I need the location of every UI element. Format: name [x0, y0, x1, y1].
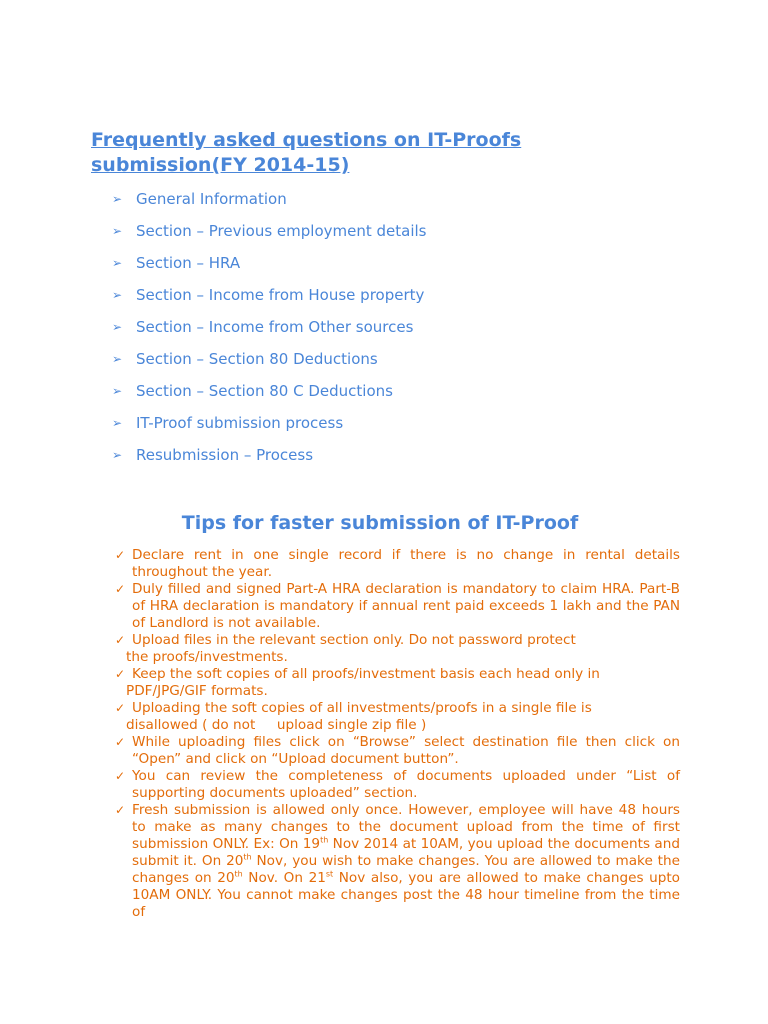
arrow-bullet-icon: ➢: [112, 448, 123, 462]
tip-text: PDF/JPG/GIF formats.: [126, 683, 268, 699]
arrow-bullet-icon: ➢: [112, 192, 123, 206]
tip-text-part: Nov, you wish to make changes. You are allowed to make the changes on 20: [132, 853, 680, 886]
arrow-bullet-icon: ➢: [112, 384, 123, 398]
ordinal-suffix: th: [243, 852, 252, 862]
ordinal-suffix: th: [320, 835, 329, 845]
tip-text: You can review the completeness of documents uploaded under “List of supporting documents uploaded” section.: [132, 768, 680, 801]
list-item[interactable]: [112, 348, 426, 380]
checkmark-icon: ✓: [114, 633, 126, 647]
checkmark-icon: ✓: [114, 582, 126, 596]
tip-item: [108, 632, 680, 649]
toc-link[interactable]: Section – Section 80 Deductions: [136, 350, 378, 368]
checkmark-icon: ✓: [114, 701, 126, 715]
toc-link[interactable]: General Information: [136, 190, 287, 208]
tip-text: the proofs/investments.: [126, 649, 288, 665]
tip-item: [108, 547, 680, 581]
ordinal-suffix: st: [325, 869, 334, 879]
toc-link[interactable]: Section – HRA: [136, 254, 241, 272]
list-item[interactable]: [112, 188, 426, 220]
tip-item: [108, 700, 680, 717]
list-item[interactable]: [112, 444, 426, 476]
tip-text: Uploading the soft copies of all investments/proofs in a single file is: [132, 700, 592, 716]
list-item[interactable]: [112, 284, 426, 316]
checkmark-icon: ✓: [114, 667, 126, 681]
checkmark-icon: ✓: [114, 769, 126, 783]
arrow-bullet-icon: ➢: [112, 320, 123, 334]
checkmark-icon: ✓: [114, 735, 126, 749]
tip-text: Upload files in the relevant section only. Do not password protect: [132, 632, 576, 648]
toc-link[interactable]: IT-Proof submission process: [136, 414, 344, 432]
tip-text: Declare rent in one single record if there is no change in rental details throughout the year.: [132, 547, 680, 580]
toc-link[interactable]: Section – Previous employment details: [136, 222, 427, 240]
tip-text-part: Nov also, you are allowed to make changes upto 10AM ONLY. You cannot make changes post the 48 hour timeline from the time of: [132, 870, 680, 920]
list-item[interactable]: [112, 220, 426, 252]
tip-item: [108, 802, 680, 921]
tip-text: Keep the soft copies of all proofs/investment basis each head only in: [132, 666, 600, 682]
tips-heading: Tips for faster submission of IT-Proof: [181, 512, 579, 534]
tip-text: Duly filled and signed Part-A HRA declaration is mandatory to claim HRA. Part-B of HRA declaration is mandatory if annual rent paid exceeds 1 lakh and the PAN of Landlord is not available.: [132, 581, 680, 631]
arrow-bullet-icon: ➢: [112, 224, 123, 238]
faq-topic-list: [112, 188, 426, 476]
toc-link[interactable]: Resubmission – Process: [136, 446, 314, 464]
checkmark-icon: ✓: [114, 548, 126, 562]
list-item[interactable]: [112, 412, 426, 444]
tip-item-continuation: [108, 649, 680, 666]
toc-link[interactable]: Section – Income from Other sources: [136, 318, 414, 336]
page-title: Frequently asked questions on IT-Proofs submission(FY 2014-15): [91, 129, 522, 176]
tip-item: [108, 734, 680, 768]
tips-list: [108, 547, 680, 921]
tip-text: [132, 802, 680, 921]
arrow-bullet-icon: ➢: [112, 416, 123, 430]
arrow-bullet-icon: ➢: [112, 256, 123, 270]
tip-item-continuation: [108, 683, 680, 700]
toc-link[interactable]: Section – Income from House property: [136, 286, 425, 304]
list-item[interactable]: [112, 380, 426, 412]
list-item[interactable]: [112, 252, 426, 284]
checkmark-icon: ✓: [114, 803, 126, 817]
tip-item: [108, 768, 680, 802]
ordinal-suffix: th: [234, 869, 243, 879]
tip-text: While uploading files click on “Browse” select destination file then click on “Open” and click on “Upload document button”.: [132, 734, 680, 767]
tip-text-part: Nov. On 21: [242, 870, 326, 886]
tip-item-continuation: [108, 717, 680, 734]
arrow-bullet-icon: ➢: [112, 288, 123, 302]
tip-item: [108, 581, 680, 632]
tip-item: [108, 666, 680, 683]
toc-link[interactable]: Section – Section 80 C Deductions: [136, 382, 393, 400]
arrow-bullet-icon: ➢: [112, 352, 123, 366]
tip-text: disallowed ( do not upload single zip file ): [126, 717, 427, 733]
tip-text-part: Nov 2014 at 10AM, you upload the documents and submit it. On 20: [132, 836, 680, 869]
list-item[interactable]: [112, 316, 426, 348]
tip-text-part: Fresh submission is allowed only once. However, employee will have 48 hours to make as many changes to the document upload from the time of first submission ONLY. Ex: On 19: [132, 802, 680, 852]
